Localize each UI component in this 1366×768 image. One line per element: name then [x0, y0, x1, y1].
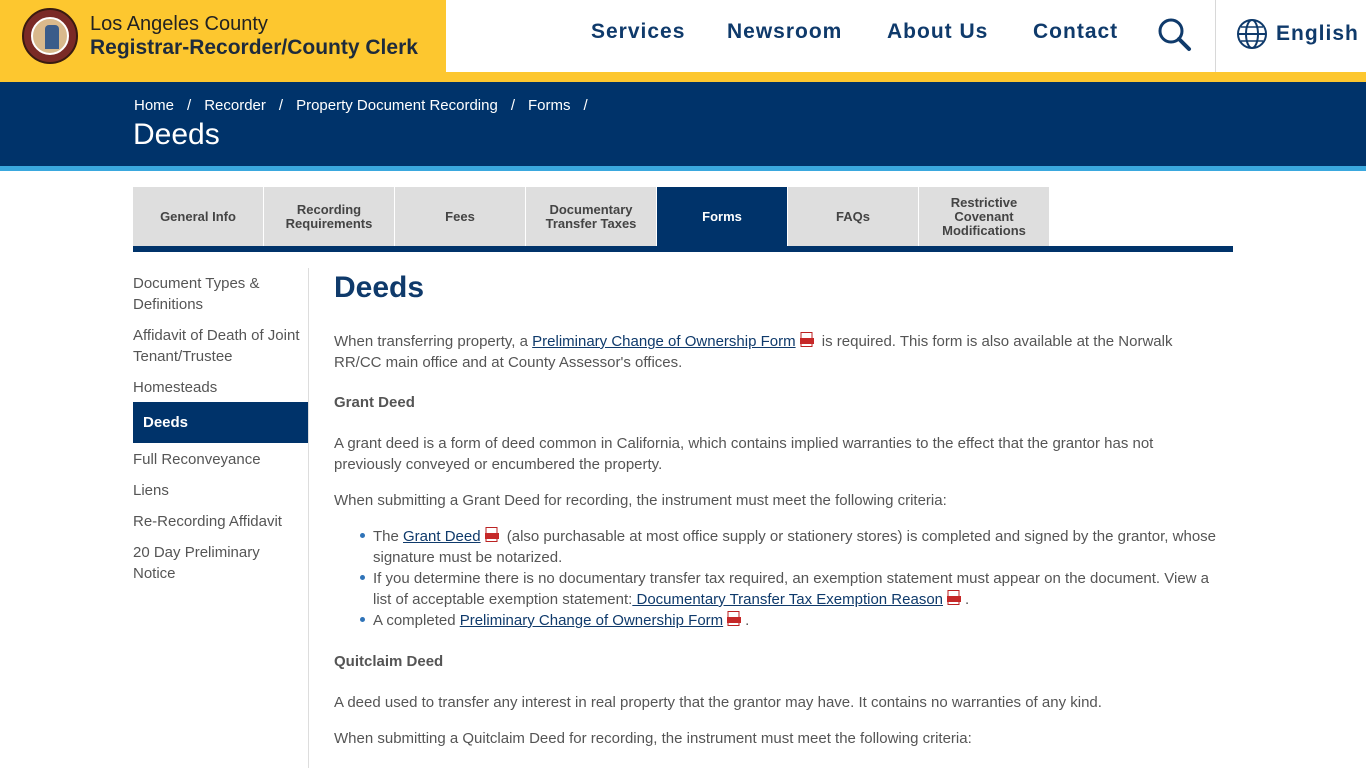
tabs-underline: [133, 246, 1233, 252]
breadcrumb-forms[interactable]: Forms: [528, 97, 571, 114]
banner-accent-line: [0, 166, 1366, 171]
text: The: [373, 528, 404, 545]
pdf-icon[interactable]: [485, 527, 499, 542]
text: When transferring property, a: [334, 333, 533, 350]
sidebar-item-document-types[interactable]: Document Types & Definitions: [133, 275, 260, 313]
sidebar-item-20-day-preliminary-notice[interactable]: 20 Day Preliminary Notice: [133, 544, 260, 582]
quitclaim-deed-criteria-intro: When submitting a Quitclaim Deed for recording, the instrument must meet the following criteria:: [334, 730, 972, 747]
quitclaim-deed-heading: Quitclaim Deed: [334, 653, 444, 670]
intro-paragraph: [334, 331, 1224, 373]
text: is required. This form is also available at the Norwalk RR/CC main office and at County Assessor's offices.: [334, 333, 1173, 371]
page-title: Deeds: [133, 118, 220, 151]
tab-label: Restrictive Covenant Modifications: [942, 194, 1026, 238]
nav-services[interactable]: Services: [591, 20, 686, 43]
text: (also purchasable at most office supply or stationery stores) is completed and signed by the grantor, whose signature must be notarized.: [373, 528, 1216, 566]
site-header: [0, 0, 1366, 82]
sidebar-item-re-recording-affidavit[interactable]: Re-Recording Affidavit: [133, 513, 282, 530]
grant-deed-heading: Grant Deed: [334, 394, 415, 411]
list-item: [358, 526, 1218, 568]
breadcrumb: [134, 97, 601, 114]
text: A completed: [373, 612, 460, 629]
sidebar-item-deeds[interactable]: Deeds: [133, 402, 308, 443]
text: .: [965, 591, 970, 608]
header-gold-strip: [0, 72, 1366, 82]
tab-documentary-transfer-taxes[interactable]: [526, 187, 656, 246]
grant-deed-criteria-list: [358, 526, 1218, 631]
text: .: [745, 612, 750, 629]
language-selector[interactable]: [1236, 18, 1359, 50]
brand-title[interactable]: [90, 12, 418, 60]
exemption-reason-link[interactable]: Documentary Transfer Tax Exemption Reason: [632, 591, 944, 608]
preliminary-change-of-ownership-link[interactable]: Preliminary Change of Ownership Form: [459, 612, 724, 629]
breadcrumb-separator: /: [510, 97, 515, 114]
sidebar-item-affidavit-of-death[interactable]: Affidavit of Death of Joint Tenant/Trustee: [133, 327, 300, 365]
pdf-icon[interactable]: [947, 590, 961, 605]
tab-faqs[interactable]: FAQs: [788, 187, 918, 246]
breadcrumb-separator: /: [187, 97, 192, 114]
globe-icon: [1236, 18, 1268, 50]
breadcrumb-home[interactable]: Home: [134, 97, 175, 114]
search-icon[interactable]: [1156, 16, 1194, 54]
brand-block[interactable]: [0, 0, 446, 72]
seal-figure: [45, 25, 59, 49]
breadcrumb-property-document-recording[interactable]: Property Document Recording: [296, 97, 498, 114]
org-name-line2: Registrar-Recorder/County Clerk: [90, 36, 418, 59]
seal-center: [31, 17, 69, 55]
sidebar-item-liens[interactable]: Liens: [133, 482, 169, 499]
grant-deed-link[interactable]: Grant Deed: [403, 528, 481, 545]
tab-recording-requirements[interactable]: [264, 187, 394, 246]
nav-about-us[interactable]: About Us: [887, 20, 989, 43]
sidebar-item-homesteads[interactable]: Homesteads: [133, 379, 218, 396]
tab-label: Documentary Transfer Taxes: [545, 201, 637, 231]
grant-deed-criteria-intro: When submitting a Grant Deed for recording, the instrument must meet the following criteria:: [334, 492, 947, 509]
breadcrumb-separator: /: [278, 97, 284, 114]
sidebar-item-full-reconveyance[interactable]: Full Reconveyance: [133, 451, 261, 468]
language-label: English: [1276, 22, 1359, 45]
tab-label: Recording Requirements: [285, 201, 373, 231]
breadcrumb-recorder[interactable]: Recorder: [204, 97, 266, 114]
text: If you determine there is no documentary transfer tax required, an exemption statement must appear on the document. View a list of acceptable exemption statement:: [373, 570, 1210, 608]
tab-general-info[interactable]: General Info: [133, 187, 263, 246]
section-tabs: [133, 187, 1233, 252]
nav-divider: [1215, 0, 1216, 72]
county-seal-logo[interactable]: [22, 8, 78, 64]
nav-newsroom[interactable]: Newsroom: [727, 20, 843, 43]
tab-fees[interactable]: Fees: [395, 187, 525, 246]
tab-forms[interactable]: Forms: [657, 187, 787, 246]
list-item: [358, 610, 1218, 631]
breadcrumb-separator: /: [583, 97, 588, 114]
sidebar-divider: [308, 268, 309, 768]
content-title: Deeds: [334, 271, 425, 304]
nav-contact[interactable]: Contact: [1033, 20, 1119, 43]
pdf-icon[interactable]: [800, 332, 814, 347]
quitclaim-deed-description: A deed used to transfer any interest in real property that the grantor may have. It contains no warranties of any kind.: [334, 694, 1102, 711]
preliminary-change-of-ownership-link[interactable]: Preliminary Change of Ownership Form: [532, 333, 796, 350]
page-banner: [0, 82, 1366, 166]
grant-deed-description: A grant deed is a form of deed common in California, which contains implied warranties to the effect that the grantor has not previously conveyed or encumbered the property.: [334, 435, 1154, 473]
list-item: [358, 568, 1218, 610]
pdf-icon[interactable]: [727, 611, 741, 626]
tab-restrictive-covenant-modifications[interactable]: [919, 187, 1049, 246]
org-name-line1: Los Angeles County: [90, 13, 268, 35]
